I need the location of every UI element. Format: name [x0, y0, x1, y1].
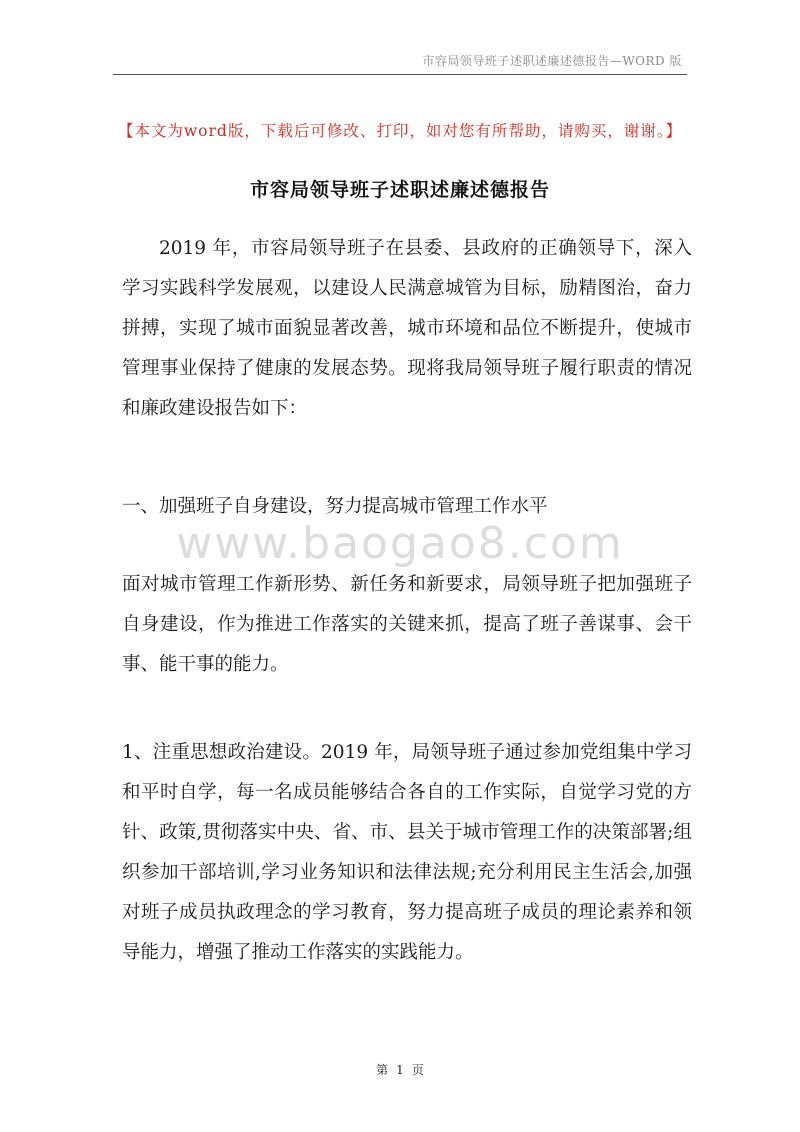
- page-number: 1: [396, 1063, 404, 1077]
- document-title: 市容局领导班子述职述廉述德报告: [249, 179, 550, 201]
- header-divider: [113, 74, 687, 75]
- watermark-text: www.baogao8.com: [176, 518, 624, 569]
- page-footer: [0, 1061, 800, 1078]
- purchase-notice: 【本文为word版，下载后可修改、打印，如对您有所帮助，请购买，谢谢。】: [117, 122, 683, 140]
- section-heading: 一、加强班子自身建设，努力提高城市管理工作水平: [122, 496, 548, 517]
- running-header: 市容局领导班子述职述廉述德报告—WORD 版: [422, 54, 682, 68]
- body-paragraph-point-1: 1、注重思想政治建设。2019 年，局领导班子通过参加党组集中学习和平时自学，每一名成员能够结合各自的工作实际，自觉学习党的方针、政策,贯彻落实中央、省、市、县关于城市管理工作的决策部署;组织参加干部培训,学习业务知识和法律法规;充分利用民主生活会,加强对班子成员执政理念的学习教育，努力提高班子成员的理论素养和领导能力，增强了推动工作落实的实践能力。: [122, 742, 692, 963]
- intro-paragraph: 2019 年，市容局领导班子在县委、县政府的正确领导下，深入学习实践科学发展观，以建设人民满意城管为目标，励精图治，奋力拼搏，实现了城市面貌显著改善，城市环境和品位不断提升，使城市管理事业保持了健康的发展态势。现将我局领导班子履行职责的情况和廉政建设报告如下：: [122, 238, 692, 419]
- body-paragraph: 面对城市管理工作新形势、新任务和新要求，局领导班子把加强班子自身建设，作为推进工作落实的关键来抓，提高了班子善谋事、会干事、能干事的能力。: [122, 574, 692, 675]
- page-label-suffix: 页: [411, 1063, 424, 1077]
- page-label-prefix: 第: [376, 1063, 389, 1077]
